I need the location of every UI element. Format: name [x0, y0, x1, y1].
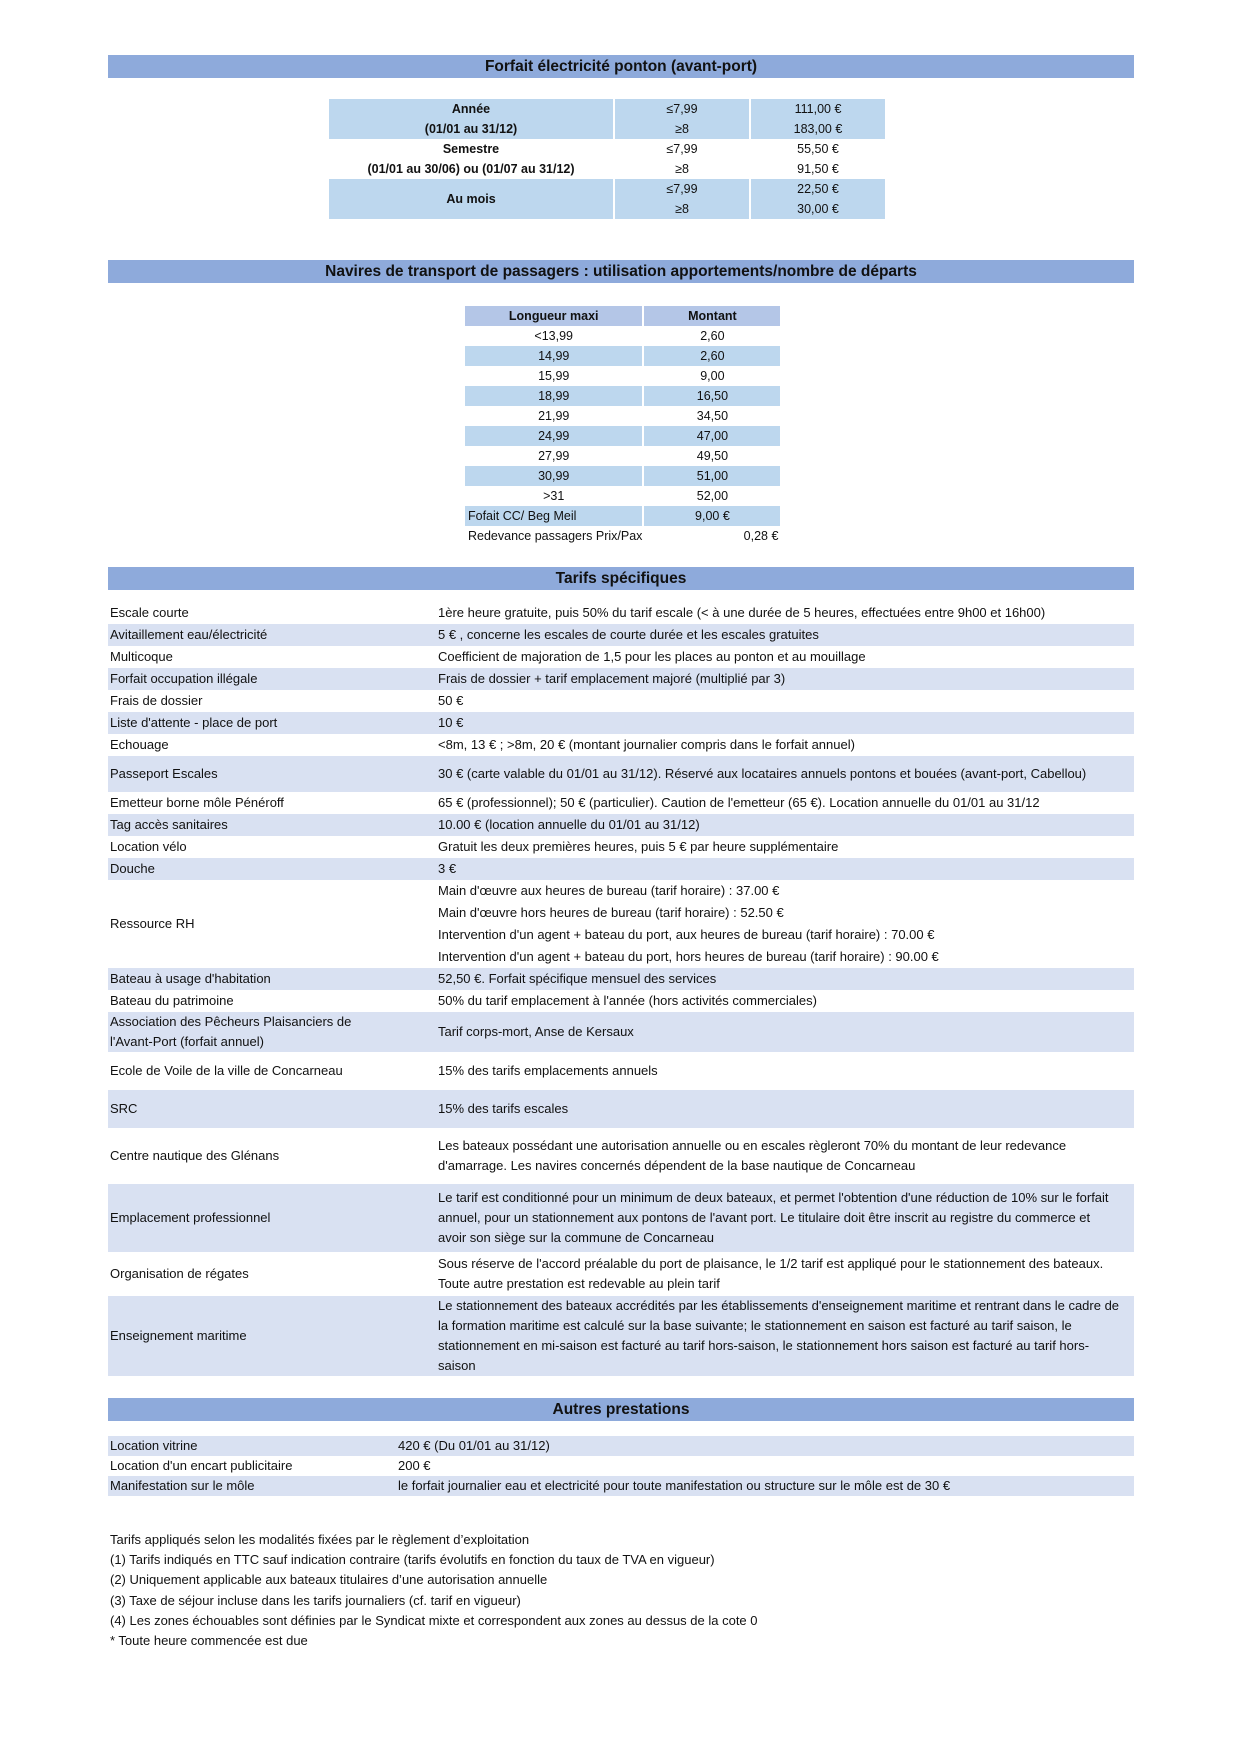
redevance-value: 0,28 €: [743, 529, 779, 543]
amount-cell: 2,60: [700, 329, 725, 343]
row-key: Escale courte: [110, 605, 189, 620]
row-key: Tag accès sanitaires: [108, 814, 434, 836]
row-key: Association des Pêcheurs Plaisanciers de l'Avant-Port (forfait annuel): [108, 1012, 434, 1052]
row-value-line: <8m, 13 € ; >8m, 20 € (montant journalier compris dans le forfait annuel): [438, 737, 855, 752]
amount-cell: 55,50 €: [797, 142, 839, 156]
autres-prestations-table: [108, 1436, 1134, 1496]
electricity-table: [327, 99, 887, 219]
row-value: [434, 712, 1134, 734]
row-value-line: Intervention d'un agent + bateau du port, hors heures de bureau (tarif horaire) : 90.00 €: [438, 949, 939, 964]
amount-cell: 51,00: [644, 466, 780, 486]
size-cell: ≥8: [615, 119, 749, 139]
row-value: [434, 646, 1134, 668]
amount-cell: 49,50: [696, 449, 729, 463]
row-value-line: Main d'œuvre hors heures de bureau (tarif horaire) : 52.50 €: [438, 905, 784, 920]
row-key: Ecole de Voile de la ville de Concarneau: [110, 1063, 343, 1078]
row-value: [434, 968, 1134, 990]
amount-cell: 16,50: [644, 386, 780, 406]
row-value-line: Le stationnement des bateaux accrédités par les établissements d'enseignement maritime et rentrant dans le cadre de la formation maritime est calculé sur la base suivante; le stationnement en saison est facturé au tarif saison, le stationnement en mi-saison est facturé au tarif hors-saison, le stationnement hors saison est facturé au tarif hors-saison: [438, 1298, 1120, 1373]
row-value-line: 65 € (professionnel); 50 € (particulier). Caution de l'emetteur (65 €). Location annuelle du 01/01 au 31/12: [438, 795, 1040, 810]
passenger-table: [463, 306, 782, 546]
table-row: [108, 1296, 1134, 1376]
row-key: Emplacement professionnel: [108, 1184, 434, 1252]
table-row: [108, 990, 1134, 1012]
length-cell: 15,99: [538, 369, 570, 383]
table-row: [108, 1012, 1134, 1052]
row-key: Liste d'attente - place de port: [108, 712, 434, 734]
amount-cell: 111,00 €: [751, 99, 885, 119]
row-key: Location vitrine: [108, 1436, 394, 1456]
column-header: Montant: [644, 306, 780, 326]
table-row: [108, 880, 1134, 968]
table-row: [108, 968, 1134, 990]
footnote: Tarifs appliqués selon les modalités fixées par le règlement d’exploitation: [110, 1532, 530, 1547]
row-value-line: 5 € , concerne les escales de courte durée et les escales gratuites: [438, 627, 819, 642]
row-value: [434, 1128, 1134, 1184]
row-value: [434, 734, 1134, 756]
row-label: Semestre: [442, 142, 500, 156]
table-row: [108, 1184, 1134, 1252]
size-cell: ≤7,99: [615, 99, 749, 119]
row-value: [434, 1296, 1134, 1376]
amount-cell: 47,00: [644, 426, 780, 446]
row-value: [434, 1184, 1134, 1252]
size-cell: ≤7,99: [615, 179, 749, 199]
amount-cell: 2,60: [644, 346, 780, 366]
row-value-line: Intervention d'un agent + bateau du port, aux heures de bureau (tarif horaire) : 70.00 €: [438, 927, 935, 942]
row-value: le forfait journalier eau et electricité pour toute manifestation ou structure sur le môle est de 30 €: [394, 1476, 1134, 1496]
row-value-line: Gratuit les deux premières heures, puis 5 € par heure supplémentaire: [438, 839, 839, 854]
row-value-line: 30 € (carte valable du 01/01 au 31/12). Réservé aux locataires annuels pontons et bouées (avant-port, Cabellou): [438, 766, 1087, 781]
amount-cell: 52,00: [696, 489, 729, 503]
table-row: [108, 624, 1134, 646]
row-value-line: 50 €: [438, 693, 464, 708]
row-key: Organisation de régates: [110, 1266, 249, 1281]
section-title-passagers: Navires de transport de passagers : utilisation apportements/nombre de départs: [108, 260, 1134, 283]
footnote: (3) Taxe de séjour incluse dans les tarifs journaliers (cf. tarif en vigueur): [110, 1592, 521, 1608]
row-key: Emetteur borne môle Pénéroff: [110, 795, 284, 810]
row-key: Bateau du patrimoine: [110, 993, 234, 1008]
table-row: [108, 792, 1134, 814]
table-row: [108, 836, 1134, 858]
amount-cell: 91,50 €: [797, 162, 839, 176]
row-key: Multicoque: [110, 649, 173, 664]
row-value: 420 € (Du 01/01 au 31/12): [394, 1436, 1134, 1456]
size-cell: ≤7,99: [666, 142, 698, 156]
row-value-line: Tarif corps-mort, Anse de Kersaux: [438, 1024, 634, 1039]
row-key: Passeport Escales: [108, 756, 434, 792]
row-label: Au mois: [329, 179, 613, 219]
row-key: Enseignement maritime: [108, 1296, 434, 1376]
row-value: [434, 668, 1134, 690]
length-cell: 27,99: [538, 449, 570, 463]
table-row: [108, 602, 1134, 624]
row-key: Centre nautique des Glénans: [110, 1148, 280, 1163]
row-value-line: 15% des tarifs emplacements annuels: [438, 1063, 658, 1078]
row-value-line: Frais de dossier + tarif emplacement majoré (multiplié par 3): [438, 671, 786, 686]
length-cell: >31: [543, 489, 565, 503]
section-title-autres-prestations: Autres prestations: [108, 1398, 1134, 1421]
amount-cell: 30,00 €: [751, 199, 885, 219]
row-label: Année: [329, 99, 613, 119]
amount-cell: 34,50: [696, 409, 729, 423]
row-key: Echouage: [110, 737, 169, 752]
row-value-line: 1ère heure gratuite, puis 50% du tarif escale (< à une durée de 5 heures, effectuées entre 9h00 et 16h00): [438, 605, 1046, 620]
footnote: (4) Les zones échouables sont définies par le Syndicat mixte et correspondent aux zones au dessus de la cote 0: [110, 1612, 758, 1628]
row-value-line: Coefficient de majoration de 1,5 pour les places au ponton et au mouillage: [438, 649, 866, 664]
row-value-line: 10 €: [438, 715, 464, 730]
row-value-line: 15% des tarifs escales: [438, 1101, 569, 1116]
table-row: [108, 756, 1134, 792]
table-row: [108, 858, 1134, 880]
length-cell: 24,99: [465, 426, 642, 446]
row-key: Location d'un encart publicitaire: [110, 1458, 293, 1473]
row-label: (01/01 au 31/12): [329, 119, 613, 139]
row-value-line: Les bateaux possédant une autorisation annuelle ou en escales règleront 70% du montant de leur redevance d'amarrage. Les navires concernés dépendent de la base nautique de Concarneau: [438, 1138, 1067, 1173]
size-cell: ≥8: [675, 162, 689, 176]
row-value: [434, 602, 1134, 624]
section-title-electricite: Forfait électricité ponton (avant-port): [108, 55, 1134, 78]
row-value: [434, 880, 1134, 968]
row-value-line: 50% du tarif emplacement à l'année (hors activités commerciales): [438, 993, 817, 1008]
row-key: Forfait occupation illégale: [108, 668, 434, 690]
row-value-line: 3 €: [438, 861, 457, 876]
tarifs-specifiques-table: [108, 602, 1134, 1376]
fofait-label: Fofait CC/ Beg Meil: [465, 506, 642, 526]
row-value-line: Sous réserve de l'accord préalable du port de plaisance, le 1/2 tarif est appliqué pour le stationnement des bateaux. Toute autre prestation est redevable au plein tarif: [438, 1256, 1104, 1291]
amount-cell: 9,00: [700, 369, 725, 383]
table-row: [108, 1128, 1134, 1184]
row-value-line: Le tarif est conditionné pour un minimum de deux bateaux, et permet l'obtention d'une réduction de 10% sur le forfait annuel, pour un stationnement aux pontons de l'avant port. Le titulaire doit être inscrit au registre du commerce et avoir son siège sur la commune de Concarneau: [438, 1190, 1109, 1245]
length-cell: <13,99: [534, 329, 573, 343]
row-value: [434, 624, 1134, 646]
table-row: [108, 1052, 1134, 1090]
table-row: [108, 734, 1134, 756]
size-cell: ≥8: [615, 199, 749, 219]
section-title-tarifs-specifiques: Tarifs spécifiques: [108, 567, 1134, 590]
row-value: [434, 1090, 1134, 1128]
row-key: Avitaillement eau/électricité: [108, 624, 434, 646]
row-value: [434, 814, 1134, 836]
length-cell: 14,99: [465, 346, 642, 366]
column-header: Longueur maxi: [465, 306, 642, 326]
row-key: Location vélo: [110, 839, 187, 854]
table-row: [108, 1090, 1134, 1128]
row-value: [434, 836, 1134, 858]
row-label: (01/01 au 30/06) ou (01/07 au 31/12): [367, 162, 575, 176]
row-value: [434, 1052, 1134, 1090]
row-value-line: 10.00 € (location annuelle du 01/01 au 31/12): [438, 817, 700, 832]
fofait-value: 9,00 €: [644, 506, 780, 526]
table-row: [108, 814, 1134, 836]
row-value: [434, 1252, 1134, 1296]
table-row: [108, 712, 1134, 734]
row-value: [434, 792, 1134, 814]
footnote: (2) Uniquement applicable aux bateaux titulaires d’une autorisation annuelle: [110, 1572, 548, 1588]
row-key: Douche: [108, 858, 434, 880]
footnotes: [110, 1530, 758, 1651]
row-value: [434, 1012, 1134, 1052]
row-key: Bateau à usage d'habitation: [108, 968, 434, 990]
row-value-line: 52,50 €. Forfait spécifique mensuel des services: [438, 971, 717, 986]
redevance-label: Redevance passagers Prix/Pax: [468, 529, 643, 543]
row-key: Manifestation sur le môle: [108, 1476, 394, 1496]
length-cell: 18,99: [465, 386, 642, 406]
footnote: * Toute heure commencée est due: [110, 1633, 308, 1649]
amount-cell: 22,50 €: [751, 179, 885, 199]
length-cell: 30,99: [465, 466, 642, 486]
table-row: [108, 690, 1134, 712]
row-value: [434, 690, 1134, 712]
table-row: [108, 646, 1134, 668]
row-value: [434, 990, 1134, 1012]
row-value: [434, 756, 1134, 792]
row-key: SRC: [108, 1090, 434, 1128]
footnote: (1) Tarifs indiqués en TTC sauf indication contraire (tarifs évolutifs en fonction du taux de TVA en vigueur): [110, 1552, 715, 1568]
table-row: [108, 1252, 1134, 1296]
length-cell: 21,99: [538, 409, 570, 423]
row-value: [434, 858, 1134, 880]
row-key: Frais de dossier: [110, 693, 203, 708]
row-value-line: Main d'œuvre aux heures de bureau (tarif horaire) : 37.00 €: [438, 883, 780, 898]
amount-cell: 183,00 €: [751, 119, 885, 139]
row-value: 200 €: [398, 1458, 431, 1473]
table-row: [108, 668, 1134, 690]
row-key: Ressource RH: [110, 916, 195, 931]
